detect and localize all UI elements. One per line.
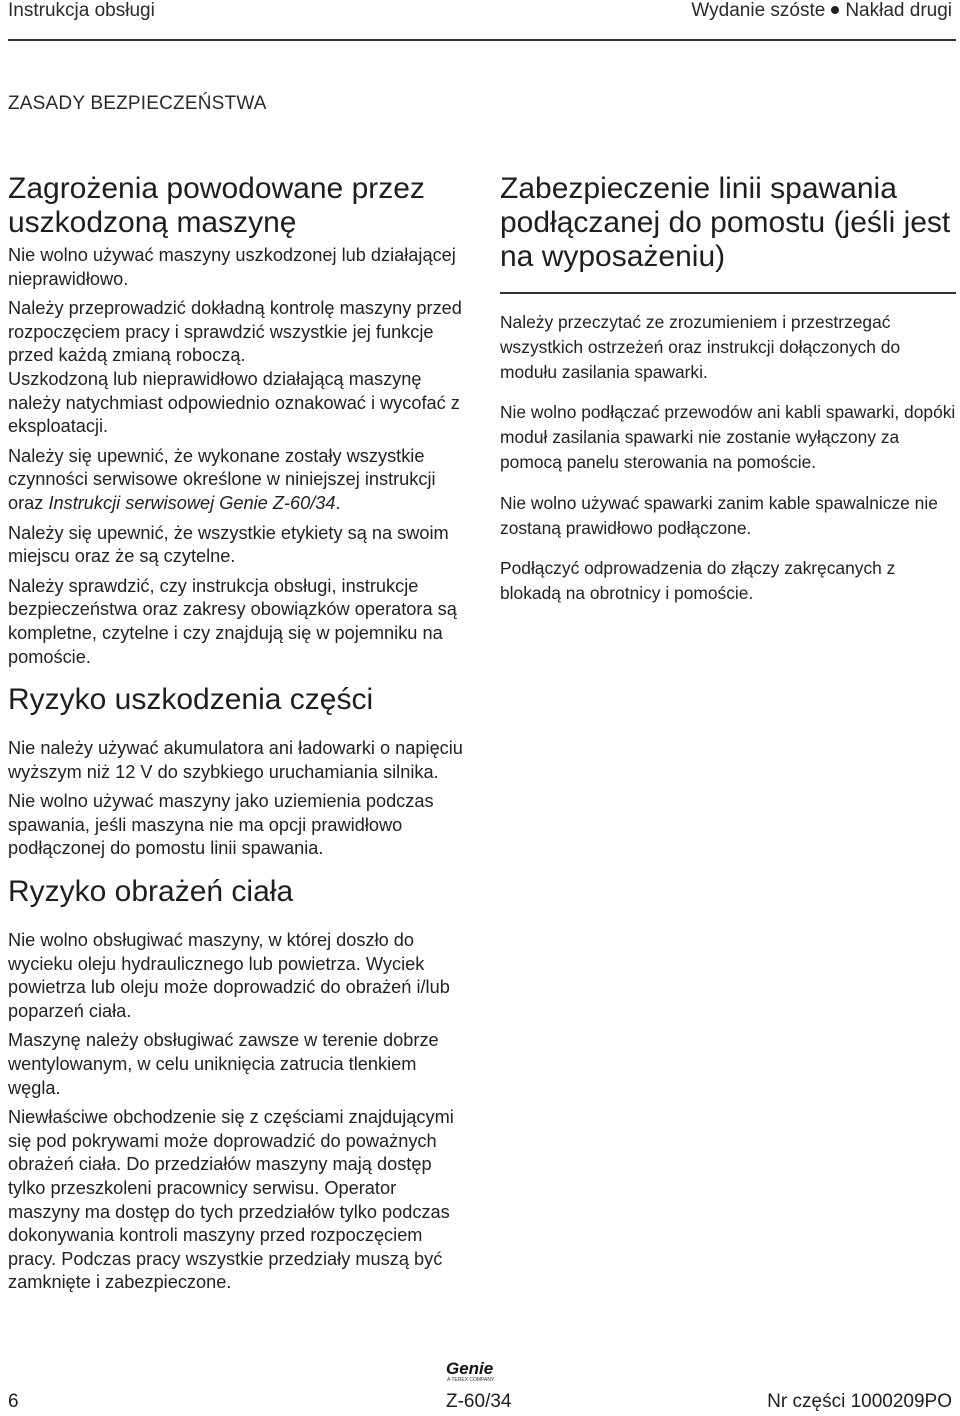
paragraph: Nie należy używać akumulatora ani ładowarki o napięciu wyższym niż 12 V do szybkiego uruchamiania silnika. bbox=[8, 738, 463, 782]
header-printing-label: Nakład drugi bbox=[845, 0, 952, 21]
header-rule bbox=[8, 39, 956, 41]
paragraph: Maszynę należy obsługiwać zawsze w terenie dobrze wentylowanym, w celu uniknięcia zatrucia tlenkiem węgla. bbox=[8, 1030, 439, 1098]
heading-component-damage: Ryzyko uszkodzenia części bbox=[8, 683, 374, 717]
paragraph: Podłączyć odprowadzenia do złączy zakręcanych z blokadą na obrotnicy i pomoście. bbox=[500, 558, 896, 604]
paragraph: Należy sprawdzić, czy instrukcja obsługi, instrukcje bezpieczeństwa oraz zakresy obowiązków operatora są kompletne, czytelne i czy znajdują się w pojemniku na pomoście. bbox=[8, 575, 457, 667]
paragraph: Należy przeprowadzić dokładną kontrolę maszyny przed rozpoczęciem pracy i sprawdzić wszystkie jej funkcje przed każdą zmianą roboczą. bbox=[8, 298, 462, 366]
logo-word: Genie bbox=[446, 1359, 494, 1378]
header-edition bbox=[691, 0, 952, 22]
text: . bbox=[335, 492, 341, 513]
paragraph: Nie wolno używać maszyny uszkodzonej lub działającej nieprawidłowo. bbox=[8, 245, 456, 289]
left-column bbox=[8, 172, 468, 1295]
section-label: ZASADY BEZPIECZEŃSTWA bbox=[8, 93, 267, 114]
heading-damaged-machine: Zagrożenia powodowane przez uszkodzoną maszynę bbox=[8, 172, 425, 239]
paragraph: Nie wolno podłączać przewodów ani kabli spawarki, dopóki moduł zasilania spawarki nie zostanie wyłączony za pomocą panelu sterowania na pomoście. bbox=[500, 402, 956, 472]
bullet-icon bbox=[831, 6, 839, 14]
text: Należy się upewnić, że wykonane zostały wszystkie czynności serwisowe określone w niniejszej instrukcji oraz bbox=[8, 445, 436, 513]
paragraph bbox=[8, 445, 468, 516]
logo-tagline: A TEREX COMPANY bbox=[447, 1377, 495, 1383]
header-manual-title: Instrukcja obsługi bbox=[8, 0, 155, 21]
genie-logo bbox=[446, 1359, 516, 1383]
right-column bbox=[500, 172, 956, 606]
paragraph: Niewłaściwe obchodzenie się z częściami znajdującymi się pod pokrywami może doprowadzić do poważnych obrażeń ciała. Do przedziałów maszyny mają dostęp tylko przeszkoleni pracownicy serwisu. Operator maszyny ma dostęp do tych przedziałów tylko podczas dokonywania kontroli maszyny przed rozpoczęciem pracy. Podczas pracy wszystkie przedziały muszą być zamknięte i zabezpieczone. bbox=[8, 1107, 454, 1293]
heading-welding-lead: Zabezpieczenie linii spawania podłączanej do pomostu (jeśli jest na wyposażeniu) bbox=[500, 172, 951, 273]
paragraph: Należy się upewnić, że wszystkie etykiety są na swoim miejscu oraz że są czytelne. bbox=[8, 522, 449, 567]
page-number: 6 bbox=[8, 1391, 19, 1412]
heading-bodily-injury: Ryzyko obrażeń ciała bbox=[8, 875, 294, 909]
paragraph: Nie wolno używać maszyny jako uziemienia podczas spawania, jeśli maszyna nie ma opcji prawidłowo podłączonej do pomostu linii spawania. bbox=[8, 791, 434, 859]
paragraph: Nie wolno obsługiwać maszyny, w której doszło do wycieku oleju hydraulicznego lub powietrza. Wyciek powietrza lub oleju może doprowadzić do obrażeń i/lub poparzeń ciała. bbox=[8, 930, 450, 1021]
part-number: Nr części 1000209PO bbox=[767, 1391, 952, 1412]
header-edition-label: Wydanie szóste bbox=[691, 0, 826, 21]
model-number: Z-60/34 bbox=[446, 1391, 512, 1412]
paragraph: Nie wolno używać spawarki zanim kable spawalnicze nie zostaną prawidłowo podłączone. bbox=[500, 492, 938, 538]
service-manual-ref: Instrukcji serwisowej Genie Z-60/34 bbox=[48, 492, 336, 513]
paragraph: Uszkodzoną lub nieprawidłowo działającą maszynę należy natychmiast odpowiednio oznakować i wycofać z eksploatacji. bbox=[8, 368, 460, 437]
heading-rule bbox=[500, 292, 956, 294]
paragraph: Należy przeczytać ze zrozumieniem i przestrzegać wszystkich ostrzeżeń oraz instrukcji dołączonych do modułu zasilania spawarki. bbox=[500, 312, 901, 382]
